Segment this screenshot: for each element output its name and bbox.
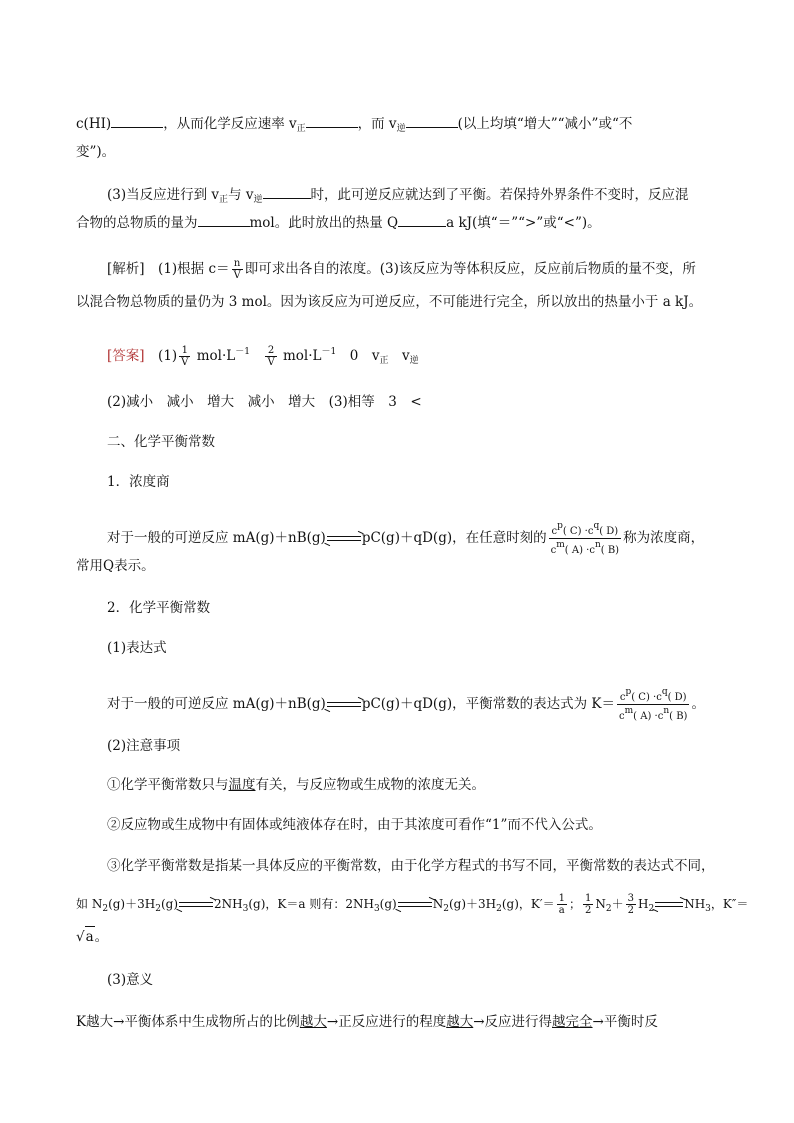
- fraction: [265, 345, 276, 368]
- note-3-line-1: [107, 856, 720, 876]
- underlined-text: 越完全: [552, 1014, 593, 1030]
- blank: [263, 184, 311, 199]
- text: (1)根据 c＝: [158, 261, 230, 277]
- subscript: 正: [219, 195, 229, 205]
- reversible-arrow-icon: [398, 900, 432, 910]
- subscript: 逆: [396, 124, 406, 134]
- text: (1): [158, 348, 178, 364]
- text: (2)减小 减小 增大 减小 增大 (3)相等 3 <: [107, 394, 422, 410]
- denominator: V: [267, 357, 275, 368]
- subscript: 逆: [409, 356, 419, 366]
- text: ，而 v: [357, 116, 397, 132]
- blank: [406, 113, 458, 128]
- fraction: $\frac{3}{2}$: [627, 893, 634, 916]
- text: 合物的总物质的量为: [76, 215, 198, 231]
- fraction: $\frac{1}{a}$: [558, 893, 565, 916]
- text: v: [401, 348, 410, 364]
- text: 即可求出各自的浓度。(3)该反应为等体积反应，反应前后物质的量不变，所: [244, 261, 696, 277]
- blank-line-1: [76, 113, 720, 139]
- blank: [398, 212, 446, 227]
- denominator: V: [233, 270, 241, 281]
- text: pC(g)＋qD(g)，平衡常数的表达式为 K＝: [361, 696, 615, 712]
- text: 有关，与反应物或生成物的浓度无关。: [255, 777, 485, 793]
- text: 变”)。: [76, 144, 116, 160]
- question-3-line-2: [76, 212, 720, 233]
- concentration-quotient-line-1: [107, 520, 720, 557]
- text: a: [85, 926, 95, 947]
- text: ②反应物或生成物中有固体或纯液体存在时，由于其浓度可看作“1”而不代入公式。: [107, 817, 602, 833]
- text: 常用Q表示。: [76, 558, 155, 574]
- text: 0 v: [349, 348, 380, 364]
- text: →正反应进行的程度: [326, 1014, 447, 1030]
- numerator: 2: [265, 345, 276, 357]
- text: ①化学平衡常数只与: [107, 777, 229, 793]
- text: 与 v: [228, 187, 254, 203]
- answer-line-1: [107, 342, 720, 371]
- reversible-arrow-icon: [327, 700, 361, 710]
- subsection-heading-2: [107, 598, 720, 618]
- text: →平衡时反: [592, 1014, 658, 1030]
- note-3-line-2: 如 $N_2(g)+3H_2(g)$ $2NH_3(g)$，K＝a 则有：$2NH_3(g)$ $N_2(g)+3H_2(g)$，K′＝ $\frac{1}{a}$ ； $\frac{1}{2}$ $N_2+$ $\frac{3}{2}$ $H_2$ $NH_3$，K″＝: [76, 893, 749, 916]
- unit: mol·L: [196, 348, 236, 364]
- k-fraction: [617, 686, 689, 723]
- text: 称为浓度商，: [623, 530, 705, 546]
- blank: [111, 113, 163, 128]
- text-line-2: [76, 142, 720, 162]
- subscript: 正: [379, 356, 389, 366]
- answer-line-2: [107, 392, 720, 412]
- text: ，从而化学反应速率 v: [163, 116, 297, 132]
- text: mol。此时放出的热量 Q: [249, 215, 399, 231]
- unit: mol·L: [282, 348, 322, 364]
- concentration-quotient-line-2: [76, 556, 720, 576]
- heading: (3)意义: [107, 972, 154, 988]
- text: (以上均填“增大”“减小”或“不: [457, 116, 633, 132]
- fraction: $\frac{1}{2}$: [584, 893, 592, 916]
- subscript: 逆: [253, 195, 263, 205]
- denominator: cm( A) ·cn( B): [550, 540, 620, 556]
- sqrt-icon: √: [76, 929, 85, 945]
- analysis-line-2: [76, 292, 720, 312]
- numerator: cp( C) ·cq( D): [617, 686, 689, 705]
- subsection-heading-1: [107, 472, 720, 492]
- heading: 1．浓度商: [107, 474, 170, 490]
- text: ③化学平衡常数是指某一具体反应的平衡常数，由于化学方程式的书写不同，平衡常数的表达式不同，: [107, 858, 715, 874]
- note-3-line-3: [76, 926, 720, 947]
- blank: [198, 212, 250, 227]
- heading: 二、化学平衡常数: [107, 434, 215, 450]
- numerator: cp( C) ·cq( D): [549, 520, 621, 539]
- quotient-fraction: [549, 520, 621, 557]
- text: 对于一般的可逆反应 mA(g)＋nB(g): [107, 530, 326, 546]
- heading: 2．化学平衡常数: [107, 600, 211, 616]
- reversible-arrow-icon: [327, 534, 361, 544]
- subsection-heading-3: [107, 638, 720, 658]
- text: K越大→平衡体系中生成物所占的比例: [76, 1014, 300, 1030]
- text: 以混合物总物质的量仍为 3 mol。因为该反应为可逆反应，不可能进行完全，所以放出的热量小于 a kJ。: [76, 294, 703, 310]
- text: 。: [691, 696, 705, 712]
- expression-line: [107, 686, 720, 723]
- meaning-line: [76, 1012, 720, 1032]
- numerator: n: [232, 258, 243, 270]
- note-1: [107, 775, 720, 795]
- text: pC(g)＋qD(g)，在任意时刻的: [361, 530, 547, 546]
- numerator: 1: [179, 345, 190, 357]
- question-3-line-1: [107, 184, 720, 210]
- fraction-n-over-v: [232, 258, 243, 281]
- text: a kJ(填“＝”“>”或“<”)。: [446, 215, 601, 231]
- text: c(HI): [76, 116, 112, 132]
- analysis-label: [解析]: [107, 261, 145, 277]
- denominator: V: [181, 357, 189, 368]
- subscript: 正: [296, 124, 306, 134]
- underlined-text: 越大: [299, 1014, 327, 1030]
- subsection-heading-5: [107, 970, 720, 990]
- denominator: cm( A) ·cn( B): [618, 706, 688, 722]
- text: 对于一般的可逆反应 mA(g)＋nB(g): [107, 696, 326, 712]
- fraction: [179, 345, 190, 368]
- underlined-text: 温度: [228, 777, 256, 793]
- superscript: －1: [235, 347, 250, 357]
- text: →反应进行得: [473, 1014, 553, 1030]
- reversible-arrow-icon: [655, 900, 683, 910]
- section-heading: [107, 432, 720, 452]
- text: 时，此可逆反应就达到了平衡。若保持外界条件不变时，反应混: [310, 187, 689, 203]
- heading: (2)注意事项: [107, 738, 181, 754]
- text: (3)当反应进行到 v: [107, 187, 220, 203]
- underlined-text: 越大: [446, 1014, 474, 1030]
- blank: [306, 113, 358, 128]
- heading: (1)表达式: [107, 640, 167, 656]
- superscript: －1: [321, 347, 337, 357]
- subsection-heading-4: [107, 736, 720, 756]
- text: 。: [94, 929, 109, 945]
- note-2: [107, 815, 720, 835]
- analysis-line-1: [107, 258, 720, 281]
- answer-label: [答案]: [107, 348, 145, 364]
- reversible-arrow-icon: [179, 900, 213, 910]
